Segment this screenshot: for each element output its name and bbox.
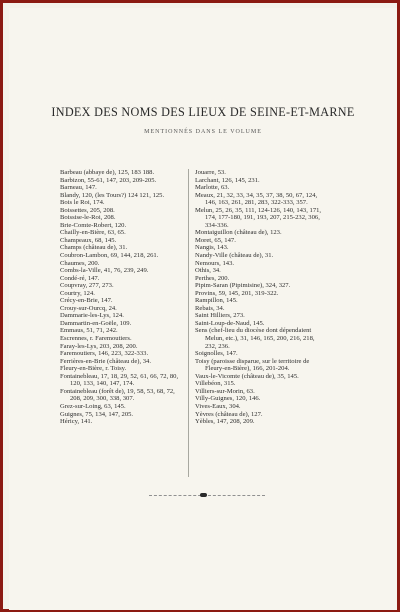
index-entry: Larchant, 126, 145, 231.: [195, 176, 260, 184]
index-entry: Bois le Roi, 174.: [60, 199, 105, 207]
index-entry: Dammarie-les-Lys, 124.: [60, 312, 124, 320]
index-entry: Meaux, 21, 32, 33, 34, 35, 37, 38, 50, 67, 124, 146, 163, 261, 281, 283, 322-333, 357.: [195, 191, 318, 207]
index-entry: Héricy, 141.: [60, 418, 93, 426]
index-entry: Nangis, 143.: [195, 244, 229, 252]
index-entry: Nandy-Ville (château de), 31.: [195, 252, 274, 260]
column-divider: [188, 169, 189, 477]
index-entry: Brie-Comte-Robert, 120.: [60, 221, 127, 229]
index-entry: Fontainebleau, 17, 18, 29, 52, 61, 66, 72, 80, 120, 133, 140, 147, 174.: [60, 372, 179, 388]
index-entry: Rampillon, 145.: [195, 297, 238, 305]
index-entry: Barbizon, 55-61, 147, 203, 209-205.: [60, 176, 157, 184]
index-column-left: [60, 169, 182, 426]
document-page: [9, 8, 397, 610]
index-entry: Escrennes, r. Faremoutiers.: [60, 335, 132, 343]
index-entry: Ferrières-en-Brie (château de), 34.: [60, 357, 151, 365]
index-entry: Toisy (paroisse disparue, sur le territoire de Fleury-en-Bière), 166, 201-204.: [195, 357, 310, 373]
index-entry: Villiers-sur-Morin, 63.: [195, 387, 255, 395]
index-entry: Jouarre, 53.: [195, 169, 226, 176]
index-entry: Saint-Loup-de-Naud, 145.: [195, 319, 265, 327]
index-entry: Grez-sur-Loing, 63, 145.: [60, 402, 126, 410]
index-entry: Othis, 34.: [195, 267, 221, 275]
index-entry: Villy-Guignes, 120, 146.: [195, 395, 261, 403]
index-entry: Crécy-en-Brie, 147.: [60, 297, 113, 305]
index-entry: Combs-la-Ville, 41, 76, 239, 249.: [60, 267, 149, 275]
index-entry: Chaumes, 200.: [60, 259, 100, 267]
footer-ornament-rule: [149, 495, 265, 496]
index-entry: Sens (chef-lieu du diocèse dont dépendaient Melun, etc.), 31, 146, 165, 200, 216, 218, 232, 236.: [195, 327, 315, 350]
index-entry: Guignes, 75, 134, 147, 205.: [60, 410, 134, 418]
index-entry: Fontainebleau (forêt de), 19, 58, 53, 68, 72, 208, 209, 300, 338, 307.: [60, 387, 175, 403]
index-entry: Yèbles, 147, 208, 209.: [195, 418, 255, 426]
index-entry: Barbeau (abbaye de), 125, 183 188.: [60, 169, 155, 176]
index-entry: Vaux-le-Vicomte (château de), 35, 145.: [195, 372, 299, 380]
index-entry: Yèvres (château de), 127.: [195, 410, 263, 418]
index-entry: Condé-ré, 147.: [60, 274, 100, 282]
index-entry: Perthes, 200.: [195, 274, 230, 282]
page-title: INDEX DES NOMS DES LIEUX DE SEINE-ET-MARNE: [51, 105, 355, 119]
index-entry: Vives-Eaux, 304.: [195, 402, 241, 410]
index-entry: Boissettes, 205, 208.: [60, 206, 115, 214]
footer-ornament-dot: [200, 493, 207, 497]
index-entry: Melun, 25, 26, 35, 111, 124-126, 140, 143, 171, 174, 177-180, 191, 193, 207, 215-232, 306, 334-336.: [195, 206, 322, 229]
index-entry: Villebéon, 315.: [195, 380, 236, 388]
index-entry: Blandy, 120, (les Tours?) 124 121, 125.: [60, 191, 165, 199]
index-entry: Faremoutiers, 146, 223, 322-333.: [60, 350, 149, 358]
index-entry: Marlotte, 63.: [195, 184, 230, 192]
index-entry: Pipim-Saran (Pipimisine), 324, 327.: [195, 282, 291, 290]
index-entry: Soignolles, 147.: [195, 350, 238, 358]
index-entry: Champeaux, 68, 145.: [60, 236, 117, 244]
index-entry: Montaiguillon (château de), 123.: [195, 229, 282, 237]
index-entry: Fleury-en-Bière, r. Toisy.: [60, 365, 127, 373]
index-entry: Saint Hilliers, 273.: [195, 312, 245, 320]
index-entry: Nemours, 143.: [195, 259, 235, 267]
page-subtitle: MENTIONNÉS DANS LE VOLUME: [144, 129, 262, 135]
index-entry: Dammartin-en-Goële, 109.: [60, 319, 132, 327]
index-entry: Chailly-en-Bière, 63, 65.: [60, 229, 126, 237]
index-entry: Boissise-le-Roi, 208.: [60, 214, 116, 222]
index-entry: Barneau, 147.: [60, 184, 97, 192]
index-entry: Faray-les-Lys, 203, 208, 200.: [60, 342, 138, 350]
index-entry: Moret, 65, 147.: [195, 236, 236, 244]
index-entry: Champs (château de), 31.: [60, 244, 128, 252]
index-entry: Coupvray, 277, 273.: [60, 282, 114, 290]
index-entry: Rebais, 34.: [195, 304, 225, 312]
index-entry: Emmaus, 51, 71, 242.: [60, 327, 118, 335]
index-column-right: [195, 169, 323, 426]
index-entry: Coubron-Lambon, 69, 144, 218, 261.: [60, 252, 159, 260]
index-entry: Courtry, 124.: [60, 289, 95, 297]
index-entry: Provins, 59, 145, 201, 319-322.: [195, 289, 279, 297]
index-entry: Crouy-sur-Ourcq, 24.: [60, 304, 117, 312]
